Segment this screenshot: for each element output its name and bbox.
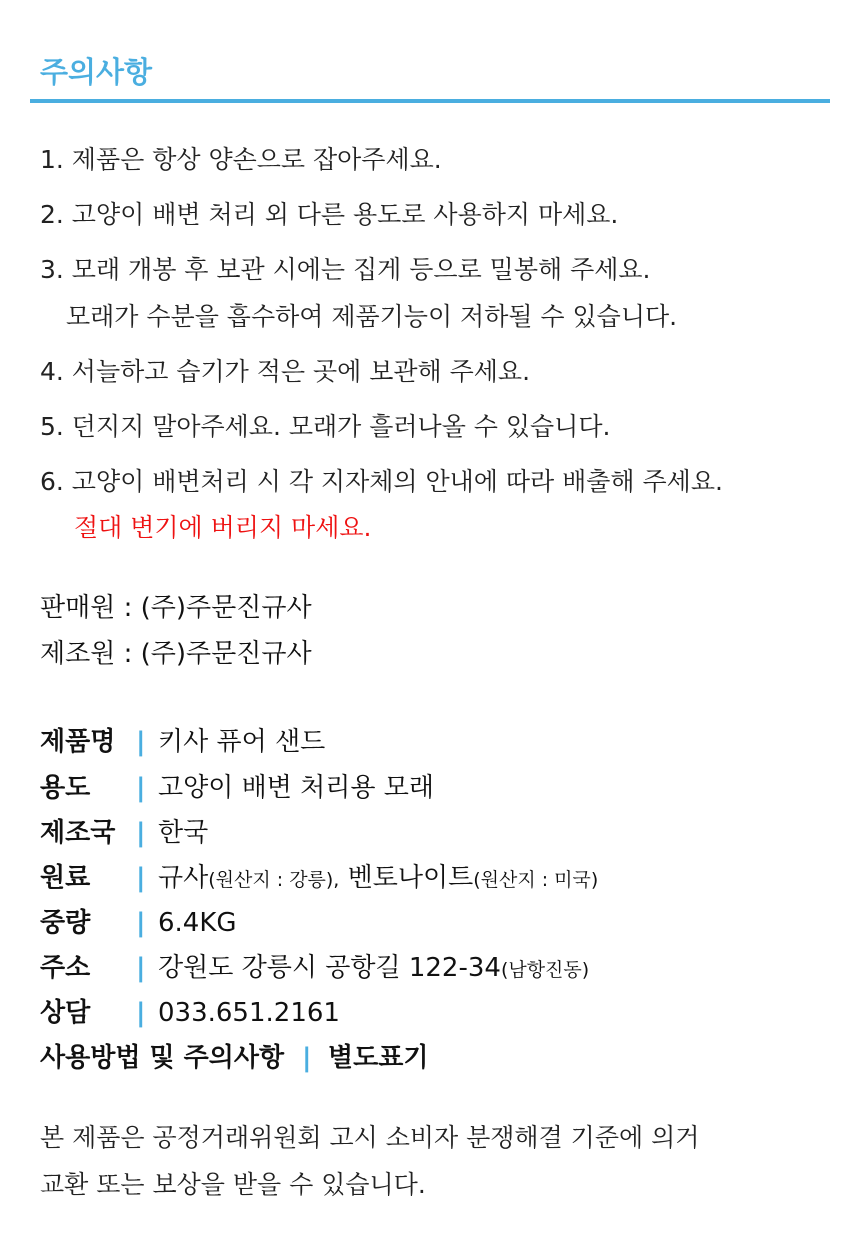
info-value: 033.651.2161: [158, 998, 340, 1028]
info-value: [158, 950, 589, 988]
info-separator: |: [136, 863, 146, 893]
compensation-notice-line-1: 본 제품은 공정거래위원회 고시 소비자 분쟁해결 기준에 의거: [40, 1123, 700, 1152]
info-separator: |: [136, 727, 146, 757]
material-bentonite: 벤토나이트: [347, 863, 474, 893]
address-detail: (남항진동): [500, 959, 590, 981]
material-bentonite-origin: (원산지 : 미국): [473, 869, 599, 891]
notice-item-3-continued: 모래가 수분을 흡수하여 제품기능이 저하될 수 있습니다.: [66, 302, 678, 331]
notice-item-2: 2. 고양이 배변 처리 외 다른 용도로 사용하지 마세요.: [40, 200, 619, 229]
info-separator: |: [136, 953, 146, 983]
info-value: 6.4KG: [158, 908, 237, 938]
material-silica-origin: (원산지 : 강릉),: [208, 869, 340, 891]
section-title: 주의사항: [40, 55, 153, 89]
info-label: 상담: [40, 998, 91, 1028]
info-label: 사용방법 및 주의사항: [40, 1043, 285, 1073]
notice-item-3: 3. 모래 개봉 후 보관 시에는 집게 등으로 밀봉해 주세요.: [40, 255, 651, 284]
notice-item-5: 5. 던지지 말아주세요. 모래가 흘러나올 수 있습니다.: [40, 412, 611, 441]
info-separator: |: [136, 908, 146, 938]
info-label: 원료: [40, 863, 91, 893]
info-label: 용도: [40, 773, 91, 803]
info-label: 중량: [40, 908, 91, 938]
info-separator: |: [136, 818, 146, 848]
info-value: 키사 퓨어 샌드: [158, 727, 326, 757]
info-separator: |: [302, 1043, 312, 1073]
info-separator: |: [136, 998, 146, 1028]
title-divider: [30, 99, 830, 103]
compensation-notice-line-2: 교환 또는 보상을 받을 수 있습니다.: [40, 1170, 426, 1199]
manufacturer-info: 제조원 : (주)주문진규사: [40, 639, 312, 669]
notice-item-6: 6. 고양이 배변처리 시 각 지자체의 안내에 따라 배출해 주세요.: [40, 467, 723, 496]
info-value: 고양이 배변 처리용 모래: [158, 773, 434, 803]
info-value: [158, 860, 598, 898]
address-main: 강원도 강릉시 공항길 122-34: [158, 953, 501, 983]
notice-item-4: 4. 서늘하고 습기가 적은 곳에 보관해 주세요.: [40, 357, 531, 386]
info-value: 별도표기: [328, 1043, 429, 1073]
toilet-disposal-warning: 절대 변기에 버리지 마세요.: [74, 513, 372, 542]
material-silica: 규사: [158, 863, 209, 893]
info-value: 한국: [158, 818, 209, 848]
notice-item-1: 1. 제품은 항상 양손으로 잡아주세요.: [40, 145, 442, 174]
info-label: 주소: [40, 953, 91, 983]
info-label: 제조국: [40, 818, 116, 848]
info-label: 제품명: [40, 727, 116, 757]
info-separator: |: [136, 773, 146, 803]
seller-info: 판매원 : (주)주문진규사: [40, 593, 312, 623]
